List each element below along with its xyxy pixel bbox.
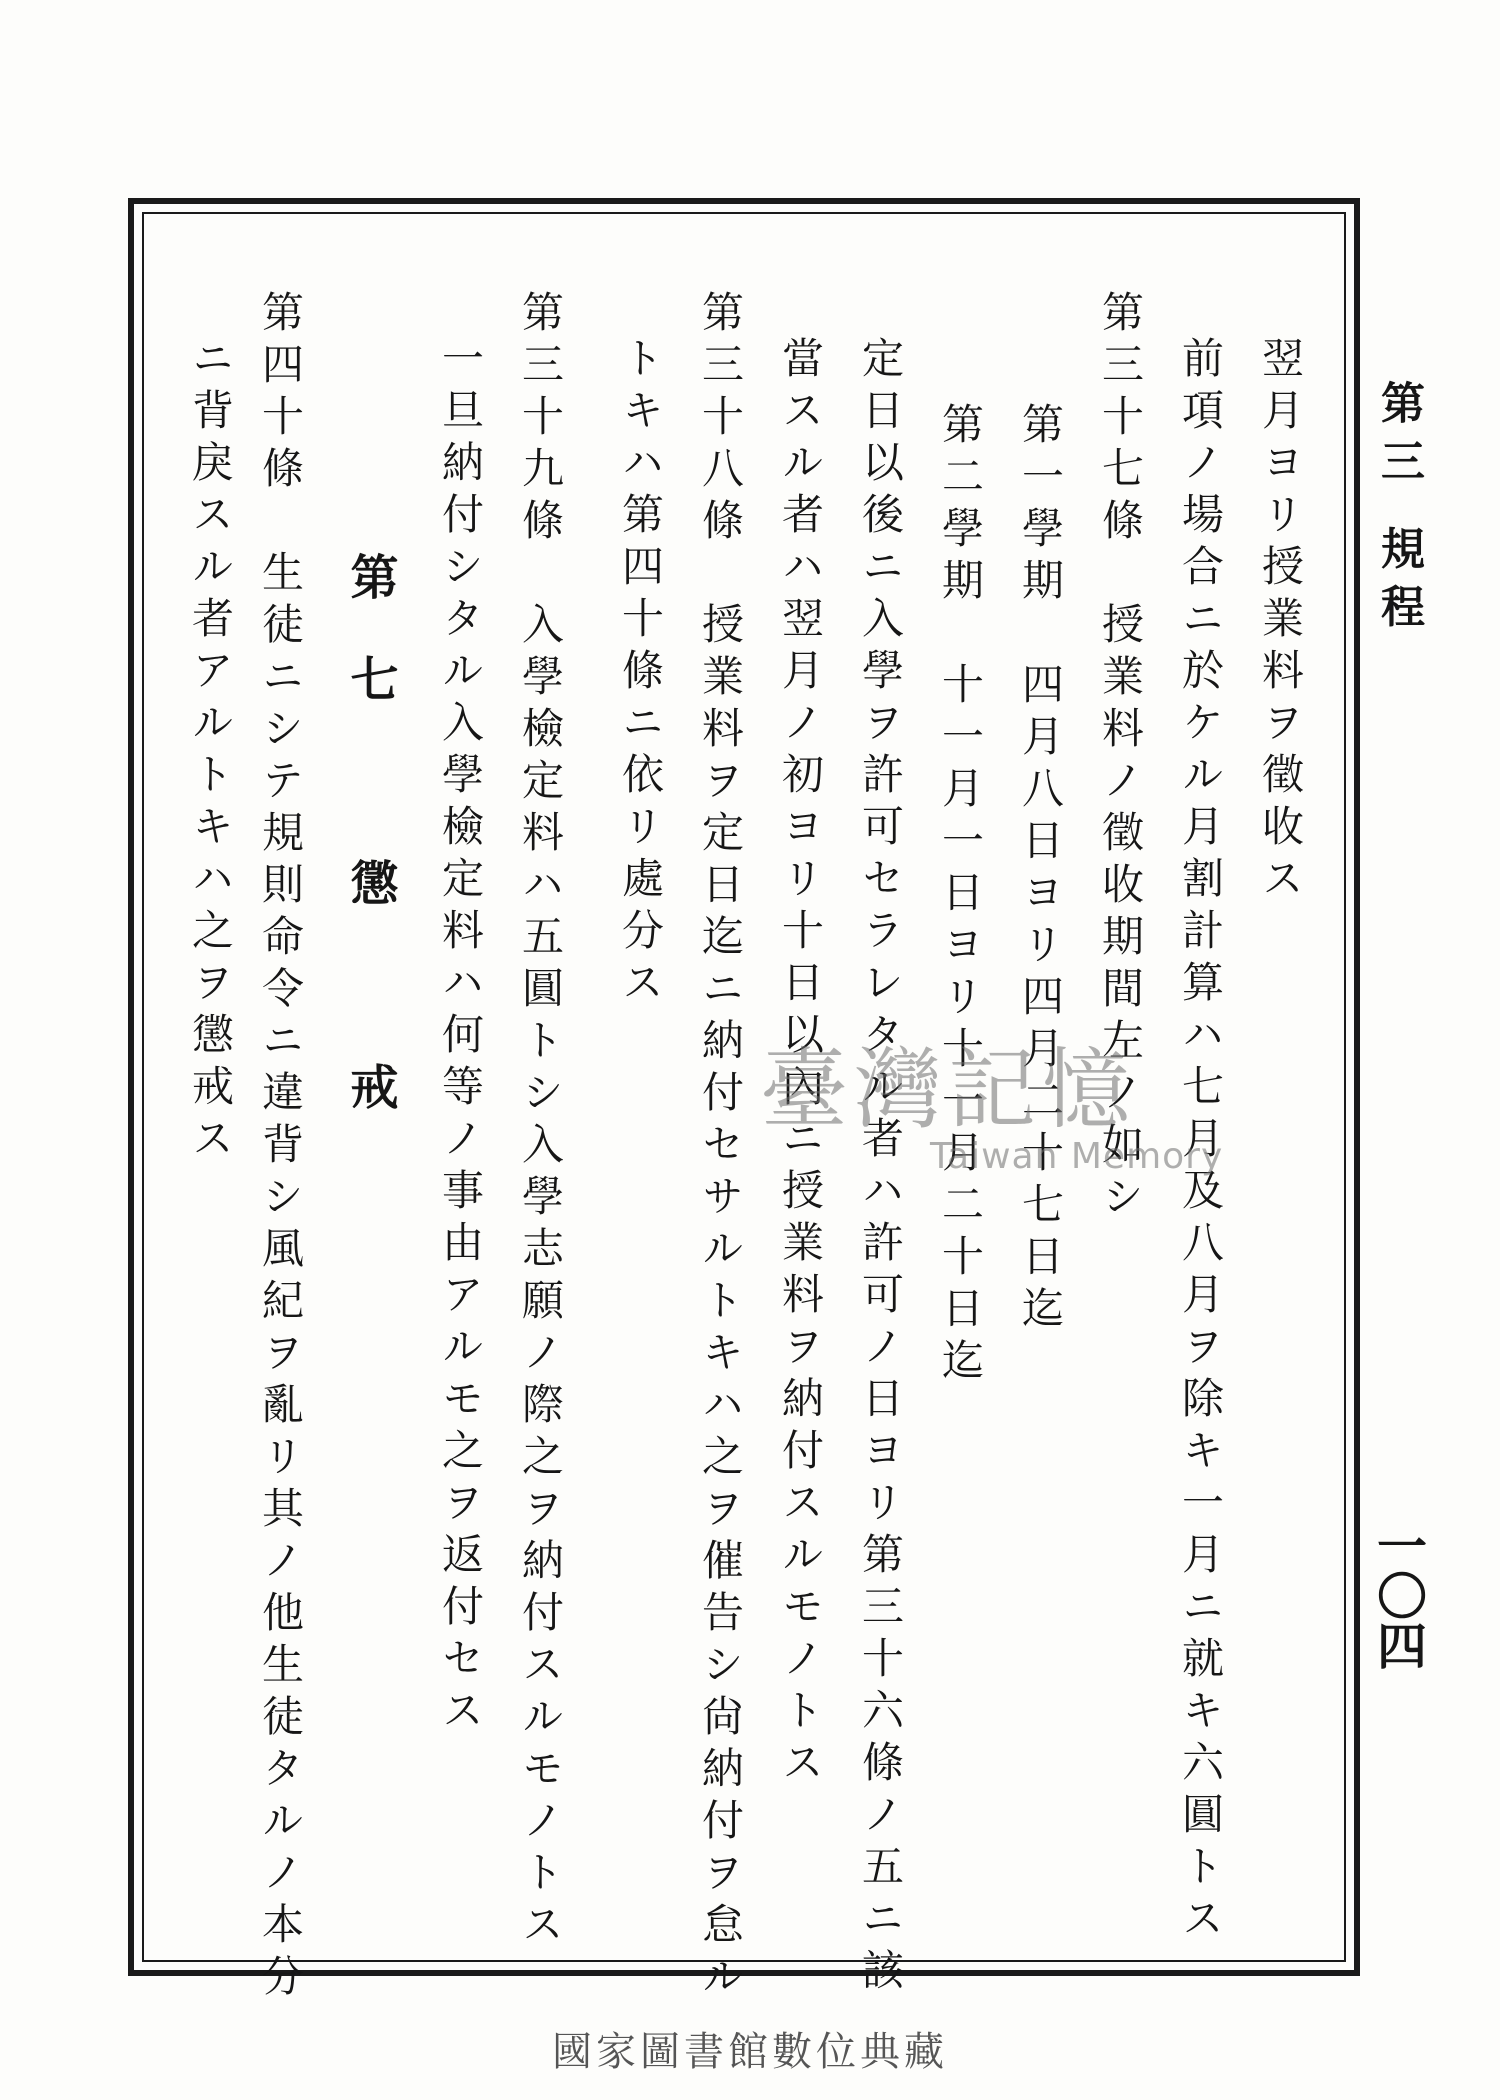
library-footer: 國家圖書館數位典藏 [552,2029,948,2075]
taiwan-memory-watermark [760,1040,1230,1230]
text-column-7: 當スル者ハ翌月ノ初ヨリ十日以內ニ授業料ヲ納付スルモノトス [776,336,825,1792]
watermark-text: 臺灣記憶 [760,1038,1137,1141]
text-column-13: 第四十條 生徒ニシテ規則命令ニ違背シ風紀ヲ亂リ其ノ他生徒タルノ本分 [256,290,305,2006]
text-column-5: 第二學期 十一月一日ヨリ十一月二十日迄 [936,402,985,1390]
section-heading: 第七 懲 戒 [342,552,398,1164]
text-column-3: 第三十七條 授業料ノ徵收期間左ノ如シ [1096,290,1145,1226]
text-column-8: 第三十八條 授業料ヲ定日迄ニ納付セサルトキハ之ヲ催告シ尙納付ヲ怠ル [696,290,745,2006]
text-column-6: 定日以後ニ入學ヲ許可セラレタル者ハ許可ノ日ヨリ第三十六條ノ五ニ該 [856,336,905,2000]
text-column-14: ニ背戾スル者アルトキハ之ヲ懲戒ス [186,336,235,1168]
text-column-4: 第一學期 四月八日ヨリ四月二十七日迄 [1016,402,1065,1338]
text-column-11: 一旦納付シタル入學檢定料ハ何等ノ事由アルモ之ヲ返付セス [436,336,485,1740]
text-column-9: トキハ第四十條ニ依リ處分ス [616,336,665,1012]
text-column-2: 前項ノ場合ニ於ケル月割計算ハ七月及八月ヲ除キ一月ニ就キ六圓トス [1176,336,1225,1948]
text-column-1: 翌月ヨリ授業料ヲ徵收ス [1256,336,1305,908]
running-header: 第三 規程 [1373,380,1424,642]
text-column-10: 第三十九條 入學檢定料ハ五圓トシ入學志願ノ際之ヲ納付スルモノトス [516,290,565,1954]
watermark-subtitle: Taiwan Memory [930,1136,1224,1177]
page-number: 一〇四 [1369,1520,1428,1670]
